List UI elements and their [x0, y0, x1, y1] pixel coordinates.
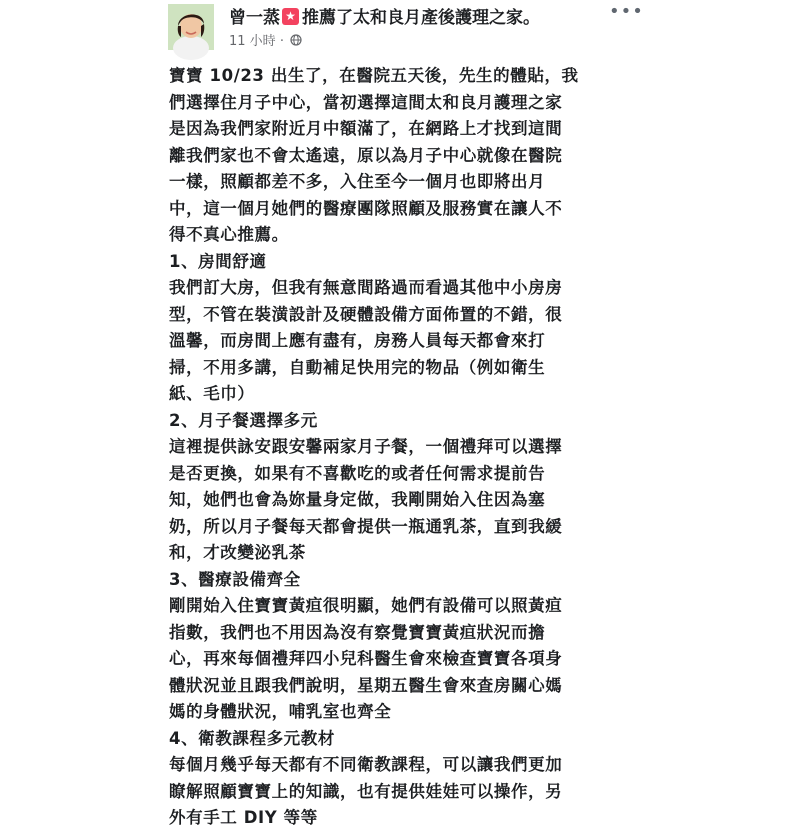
- post-line: 體狀況並且跟我們說明，星期五醫生會來查房關心媽: [169, 675, 563, 695]
- post-line: 瞭解照顧寶寶上的知識，也有提供娃娃可以操作，另: [169, 781, 563, 801]
- post-line: 一樣，照顧都差不多，入住至今一個月也即將出月: [169, 172, 546, 191]
- post-body: [169, 63, 649, 832]
- recommend-action-text[interactable]: 推薦了太和良月產後護理之家。: [302, 8, 540, 28]
- post-line: 我們訂大房，但我有無意間路過而看過其他中小房房: [169, 278, 563, 297]
- post-line: 離我們家也不會太遙遠，原以為月子中心就像在醫院: [169, 145, 563, 165]
- post-line: 中，這一個月她們的醫療團隊照顧及服務實在讓人不: [169, 198, 563, 218]
- globe-icon[interactable]: [290, 34, 302, 46]
- post-line: 是因為我們家附近月中額滿了，在網路上才找到這間: [169, 119, 563, 138]
- section-heading: 1、房間舒適: [169, 251, 267, 271]
- section-heading: 2、月子餐選擇多元: [169, 410, 318, 430]
- post-header: [229, 7, 540, 29]
- post-line: 知，她們也會為妳量身定做，我剛開始入住因為塞: [169, 490, 546, 509]
- post-line: 指數，我們也不用因為沒有察覺寶寶黃疸狀況而擔: [169, 622, 546, 642]
- author-name[interactable]: 曾一蒸: [229, 8, 280, 28]
- post-time[interactable]: 11 小時: [229, 34, 276, 49]
- post-line: 是否更換，如果有不喜歡吃的或者任何需求提前告: [169, 463, 546, 483]
- post-line: 紙、毛巾）: [169, 384, 255, 403]
- post-line: 外有手工 DIY 等等: [169, 808, 318, 827]
- post-line: 這裡提供詠安跟安馨兩家月子餐，一個禮拜可以選擇: [169, 437, 563, 456]
- post-line: 每個月幾乎每天都有不同衛教課程，可以讓我們更加: [169, 755, 563, 774]
- section-heading: 4、衛教課程多元教材: [169, 728, 335, 748]
- meta-separator: ·: [279, 34, 284, 49]
- post-line: 剛開始入住寶寶黃疸很明顯，她們有設備可以照黃疸: [169, 596, 563, 615]
- avatar-photo-icon: [168, 4, 214, 50]
- section-heading: 3、醫療設備齊全: [169, 569, 301, 589]
- post-line: 們選擇住月子中心，當初選擇這間太和良月護理之家: [169, 92, 563, 112]
- post-line: 掃，不用多講，自動補足快用完的物品（例如衛生: [169, 357, 546, 377]
- post-line: 和，才改變泌乳茶: [169, 543, 306, 562]
- post-line: 型，不管在裝潢設計及硬體設備方面佈置的不錯，很: [169, 304, 563, 324]
- post-line: 溫馨，而房間上應有盡有，房務人員每天都會來打: [169, 331, 546, 350]
- post-line: 得不真心推薦。: [169, 225, 289, 244]
- post-line: 媽的身體狀況，哺乳室也齊全: [169, 702, 392, 721]
- post-line: 寶寶 10/23 出生了，在醫院五天後，先生的體貼，我: [169, 66, 579, 85]
- recommend-badge-icon: [282, 8, 299, 25]
- avatar[interactable]: [168, 4, 214, 50]
- more-options-icon[interactable]: •••: [609, 1, 644, 22]
- post-meta: [229, 33, 302, 51]
- post-line: 心，再來每個禮拜四小兒科醫生會來檢查寶寶各項身: [169, 649, 563, 668]
- post-line: 奶，所以月子餐每天都會提供一瓶通乳茶，直到我緩: [169, 516, 563, 536]
